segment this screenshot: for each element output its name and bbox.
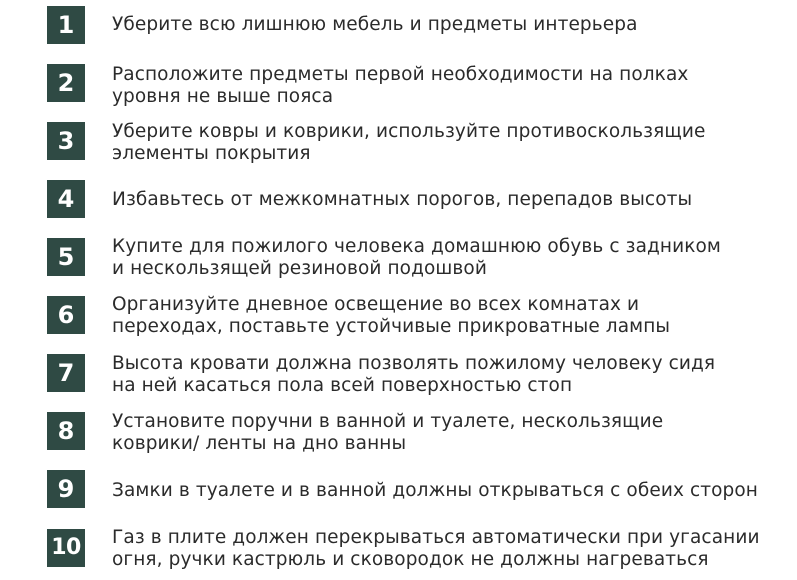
item-number-badge: 10 <box>47 529 85 567</box>
item-number-badge: 5 <box>47 238 85 276</box>
item-number-badge: 4 <box>47 180 85 218</box>
item-text: Уберите ковры и коврики, используйте противоскользящие элементы покрытия <box>112 121 706 164</box>
item-text: Избавьтесь от межкомнатных порогов, перепадов высоты <box>112 189 693 210</box>
item-number-badge: 1 <box>47 6 85 44</box>
item-number-badge: 6 <box>47 296 85 334</box>
item-text: Уберите всю лишнюю мебель и предметы интерьера <box>112 14 638 35</box>
item-number-badge: 2 <box>47 64 85 102</box>
item-number-badge: 7 <box>47 354 85 392</box>
item-number-badge: 9 <box>47 470 85 508</box>
item-text: Замки в туалете и в ванной должны открываться с обеих сторон <box>112 480 759 501</box>
item-text: Газ в плите должен перекрываться автоматически при угасании огня, ручки кастрюль и сковородок не должны нагреваться <box>112 527 760 570</box>
item-text: Установите поручни в ванной и туалете, нескользящие коврики/ ленты на дно ванны <box>112 411 664 454</box>
item-text: Расположите предметы первой необходимости на полках уровня не выше пояса <box>112 64 689 107</box>
item-text: Купите для пожилого человека домашнюю обувь с задником и нескользящей резиновой подошвой <box>112 236 721 279</box>
item-number-badge: 8 <box>47 412 85 450</box>
item-text: Организуйте дневное освещение во всех комнатах и переходах, поставьте устойчивые прикроватные лампы <box>112 294 671 337</box>
item-text: Высота кровати должна позволять пожилому человеку сидя на ней касаться пола всей поверхностью стоп <box>112 353 716 396</box>
item-number-badge: 3 <box>47 122 85 160</box>
